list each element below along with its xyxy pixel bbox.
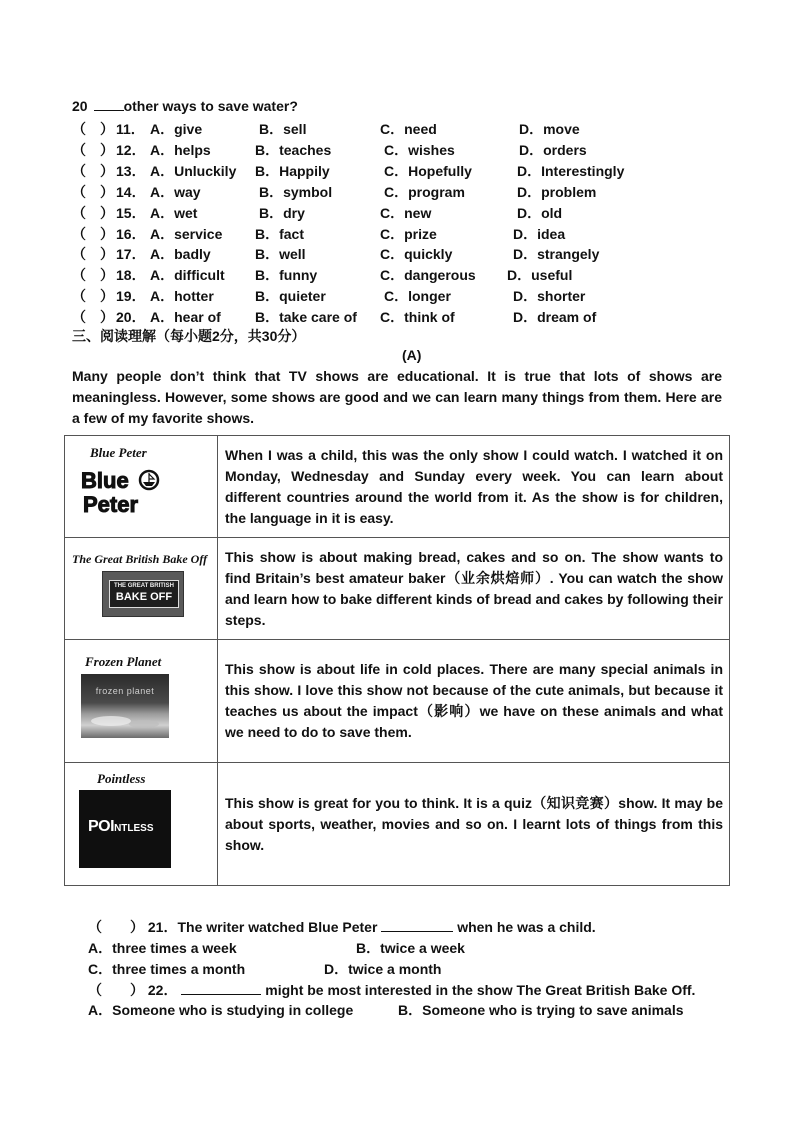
option-a: A．difficult [150, 267, 225, 283]
option-a: A．way [150, 184, 201, 200]
option-b: B．quieter [255, 288, 326, 304]
option-b: B．well [255, 246, 306, 262]
show-title: Pointless [97, 771, 146, 786]
option-d: D．dream of [513, 309, 597, 325]
mc-question [72, 161, 722, 181]
option-c: C．wishes [384, 142, 455, 158]
option-c: C．Hopefully [384, 163, 472, 179]
logo-word-blue: Blue [81, 468, 129, 493]
q22-stem [88, 980, 695, 1000]
mc-question [72, 286, 722, 306]
show-description: When I was a child, this was the only show I could watch. I watched it on Monday, Wednesday and Sunday every week. You can learn about different countries around the world from it. As the show is for children, the language in it is easy. [218, 436, 730, 538]
option-d: D．Interestingly [517, 163, 625, 179]
q20-blank [94, 98, 124, 111]
question-number: 14． [116, 184, 146, 200]
answer-bracket[interactable]: （ ） [72, 288, 114, 304]
q20-text: other ways to save water? [123, 98, 298, 114]
intro-paragraph: Many people don’t think that TV shows are educational. It is true that lots of shows are meaningless. However, some shows are good and we can learn many things from them. Here are a few of my favorite shows. [72, 368, 722, 426]
option-a: A．wet [150, 205, 198, 221]
mc-question [72, 203, 722, 223]
q21-blank [381, 918, 453, 932]
option-c: C．dangerous [380, 267, 476, 283]
section-heading: 三、阅读理解（每小题2分，共30分） [72, 328, 306, 344]
show-logo-cell [65, 640, 218, 763]
show-logo-cell [65, 436, 218, 538]
frozen-planet-image [81, 674, 169, 738]
frozen-planet-logo-text: frozen planet [95, 686, 155, 696]
answer-bracket[interactable]: （ ） [72, 205, 114, 221]
q20-prompt [72, 98, 298, 114]
q21-option-c: C．three times a month [88, 961, 246, 977]
mc-question [72, 265, 722, 285]
question-number: 12． [116, 142, 146, 158]
show-row-bake-off [65, 538, 730, 640]
answer-bracket[interactable]: （ ） [72, 246, 114, 262]
answer-bracket[interactable]: （ ） [88, 982, 144, 998]
show-description: This show is about life in cold places. There are many special animals in this show. I love this show not because of the cute animals, but because it teaches us about the impact（影响）we have on these animals and what we need to do to save them. [218, 640, 730, 763]
option-d: D．shorter [513, 288, 586, 304]
option-d: D．move [519, 121, 580, 137]
answer-bracket[interactable]: （ ） [72, 309, 114, 325]
option-d: D．useful [507, 267, 573, 283]
option-d: D．old [517, 205, 563, 221]
answer-bracket[interactable]: （ ） [72, 121, 114, 137]
option-c: C．new [380, 205, 432, 221]
option-a: A．give [150, 121, 203, 137]
question-number: 11． [116, 121, 145, 137]
question-number: 17． [116, 246, 146, 262]
blue-peter-logo [79, 464, 165, 520]
q22-option-b: B．Someone who is trying to save animals [398, 1002, 684, 1018]
question-number: 15． [116, 205, 146, 221]
option-b: B．take care of [255, 309, 357, 325]
mc-question [72, 244, 722, 264]
option-a: A．helps [150, 142, 211, 158]
option-d: D．idea [513, 226, 566, 242]
option-a: A．hear of [150, 309, 221, 325]
option-c: C．need [380, 121, 437, 137]
option-d: D．strangely [513, 246, 600, 262]
show-row-pointless [65, 763, 730, 886]
option-c: C．prize [380, 226, 437, 242]
bake-off-logo-main: BAKE OFF [115, 591, 173, 603]
answer-bracket[interactable]: （ ） [72, 267, 114, 283]
option-a: A．service [150, 226, 223, 242]
option-b: B．Happily [255, 163, 330, 179]
question-number: 19． [116, 288, 146, 304]
pointless-logo-small: NTLESS [114, 823, 154, 834]
answer-bracket[interactable]: （ ） [72, 142, 114, 158]
option-c: C．longer [384, 288, 451, 304]
option-a: A．badly [150, 246, 211, 262]
logo-word-peter: Peter [83, 492, 139, 517]
q22-option-a: A．Someone who is studying in college [88, 1002, 354, 1018]
q21-text-after: when he was a child. [457, 919, 596, 935]
question-number: 13． [116, 163, 146, 179]
mc-question [72, 182, 722, 202]
pointless-logo-main: POI [88, 818, 115, 835]
q21-text-before: 21．The writer watched Blue Peter [147, 919, 378, 935]
pointless-logo [79, 790, 171, 868]
mc-question [72, 140, 722, 160]
show-row-frozen-planet [65, 640, 730, 763]
passage-label: (A) [402, 347, 422, 363]
q21-option-b: B．twice a week [356, 940, 465, 956]
option-c: C．program [384, 184, 465, 200]
bake-off-logo [102, 571, 184, 617]
option-c: C．quickly [380, 246, 453, 262]
show-title: Blue Peter [90, 445, 147, 460]
option-b: B．teaches [255, 142, 332, 158]
option-b: B．symbol [259, 184, 333, 200]
mc-question [72, 224, 722, 244]
option-b: B．fact [255, 226, 305, 242]
answer-bracket[interactable]: （ ） [88, 919, 144, 935]
show-title: The Great British Bake Off [72, 552, 208, 566]
q20-number: 20 [72, 98, 88, 114]
shows-table [64, 435, 730, 886]
option-a: A．Unluckily [150, 163, 237, 179]
option-a: A．hotter [150, 288, 214, 304]
option-c: C．think of [380, 309, 455, 325]
answer-bracket[interactable]: （ ） [72, 184, 114, 200]
option-b: B．funny [255, 267, 318, 283]
q21-option-d: D．twice a month [324, 961, 442, 977]
q22-text-after: might be most interested in the show The Great British Bake Off. [265, 982, 696, 998]
option-b: B．dry [259, 205, 305, 221]
mc-question [72, 119, 722, 139]
option-d: D．problem [517, 184, 597, 200]
option-b: B．sell [259, 121, 307, 137]
show-title: Frozen Planet [85, 654, 162, 669]
show-row-blue-peter [65, 436, 730, 538]
q22-blank [181, 981, 261, 995]
show-description: This show is about making bread, cakes and so on. The show wants to find Britain’s best amateur baker（业余烘焙师）. You can watch the show and learn how to bake different kinds of bread and cakes by following their steps. [218, 538, 730, 640]
option-d: D．orders [519, 142, 587, 158]
show-logo-cell [65, 763, 218, 886]
show-description: This show is great for you to think. It is a quiz（知识竞赛）show. It may be about sports, weather, movies and so on. I learnt lots of things from this show. [218, 763, 730, 886]
show-logo-cell [65, 538, 218, 640]
question-number: 18． [116, 267, 146, 283]
question-number: 20． [116, 309, 146, 325]
question-number: 16． [116, 226, 146, 242]
mc-question [72, 307, 722, 327]
answer-bracket[interactable]: （ ） [72, 163, 114, 179]
q22-number: 22． [147, 982, 178, 998]
answer-bracket[interactable]: （ ） [72, 226, 114, 242]
bake-off-logo-top: THE GREAT BRITISH [114, 583, 174, 589]
q21-option-a: A．three times a week [88, 940, 237, 956]
q21-stem [88, 917, 596, 937]
